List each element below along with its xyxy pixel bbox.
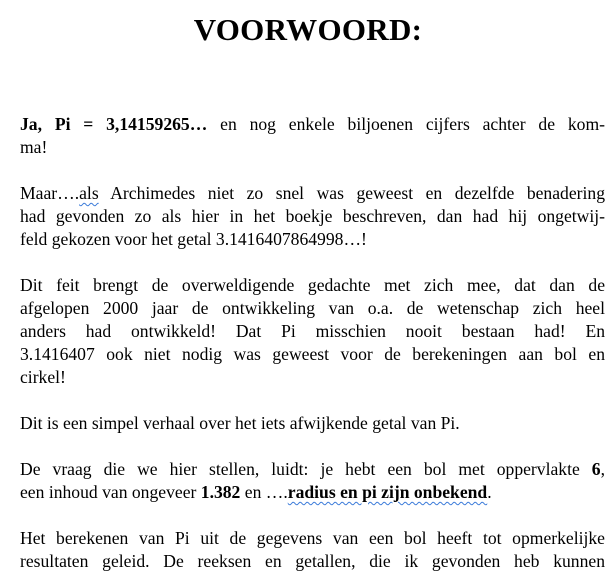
paragraph-intro: [20, 113, 605, 159]
paragraph-line: anders had ontwikkeld! Dat Pi misschien nooit bestaan had! En: [20, 321, 605, 341]
paragraph-line: [20, 113, 605, 136]
text-run: Maar….: [20, 183, 80, 203]
volume-value-bold: 1.382: [200, 482, 241, 502]
paragraph-archimedes: [20, 182, 605, 251]
text-run: Archimedes niet zo snel was geweest en dezelfde benadering: [98, 183, 605, 203]
spellcheck-marked-word: als: [79, 183, 99, 203]
text-run: .: [487, 482, 492, 502]
pi-value-bold: Ja, Pi = 3,14159265…: [20, 114, 208, 134]
paragraph-question: [20, 458, 605, 504]
text-run: en nog enkele biljoenen cijfers achter de kom-: [207, 114, 605, 134]
paragraph-line: afgelopen 2000 jaar de ontwikkeling van o.a. de wetenschap zich heel: [20, 298, 605, 318]
paragraph-line: ma!: [20, 137, 48, 157]
text-run: een inhoud van ongeveer: [20, 482, 201, 502]
paragraph-line: [20, 458, 605, 481]
paragraph-line: resultaten geleid. De reeksen en getallen, die ik gevonden heb kunnen: [20, 551, 605, 571]
paragraph-line: had gevonden zo als hier in het boekje beschreven, dan had hij ongetwij-: [20, 206, 605, 226]
paragraph-line: Het berekenen van Pi uit de gegevens van een bol heeft tot opmerkelijke: [20, 528, 605, 548]
paragraph-line: feld gekozen voor het getal 3.1416407864998…!: [20, 229, 367, 249]
paragraph-line: [20, 182, 605, 205]
paragraph-story: [20, 412, 605, 435]
paragraph-line: cirkel!: [20, 367, 66, 387]
text-run: De vraag die we hier stellen, luidt: je hebt een bol met oppervlakte: [20, 459, 592, 479]
text-run: ,: [600, 459, 605, 479]
paragraph-line: Dit is een simpel verhaal over het iets afwijkende getal van Pi.: [20, 413, 460, 433]
paragraph-line: Dit feit brengt de overweldigende gedachte met zich mee, dat dan de: [20, 275, 605, 295]
surface-value-bold: 6: [591, 459, 601, 479]
paragraph-line: [20, 481, 605, 504]
unknowns-bold: radius en pi zijn onbekend: [287, 482, 488, 502]
page-title: VOORWOORD:: [193, 12, 423, 47]
paragraph-line: 3.1416407 ook niet nodig was geweest voor de berekeningen aan bol en: [20, 344, 605, 364]
paragraph-results: [20, 527, 605, 573]
text-run: en ….: [240, 482, 288, 502]
paragraph-consequence: [20, 274, 605, 389]
